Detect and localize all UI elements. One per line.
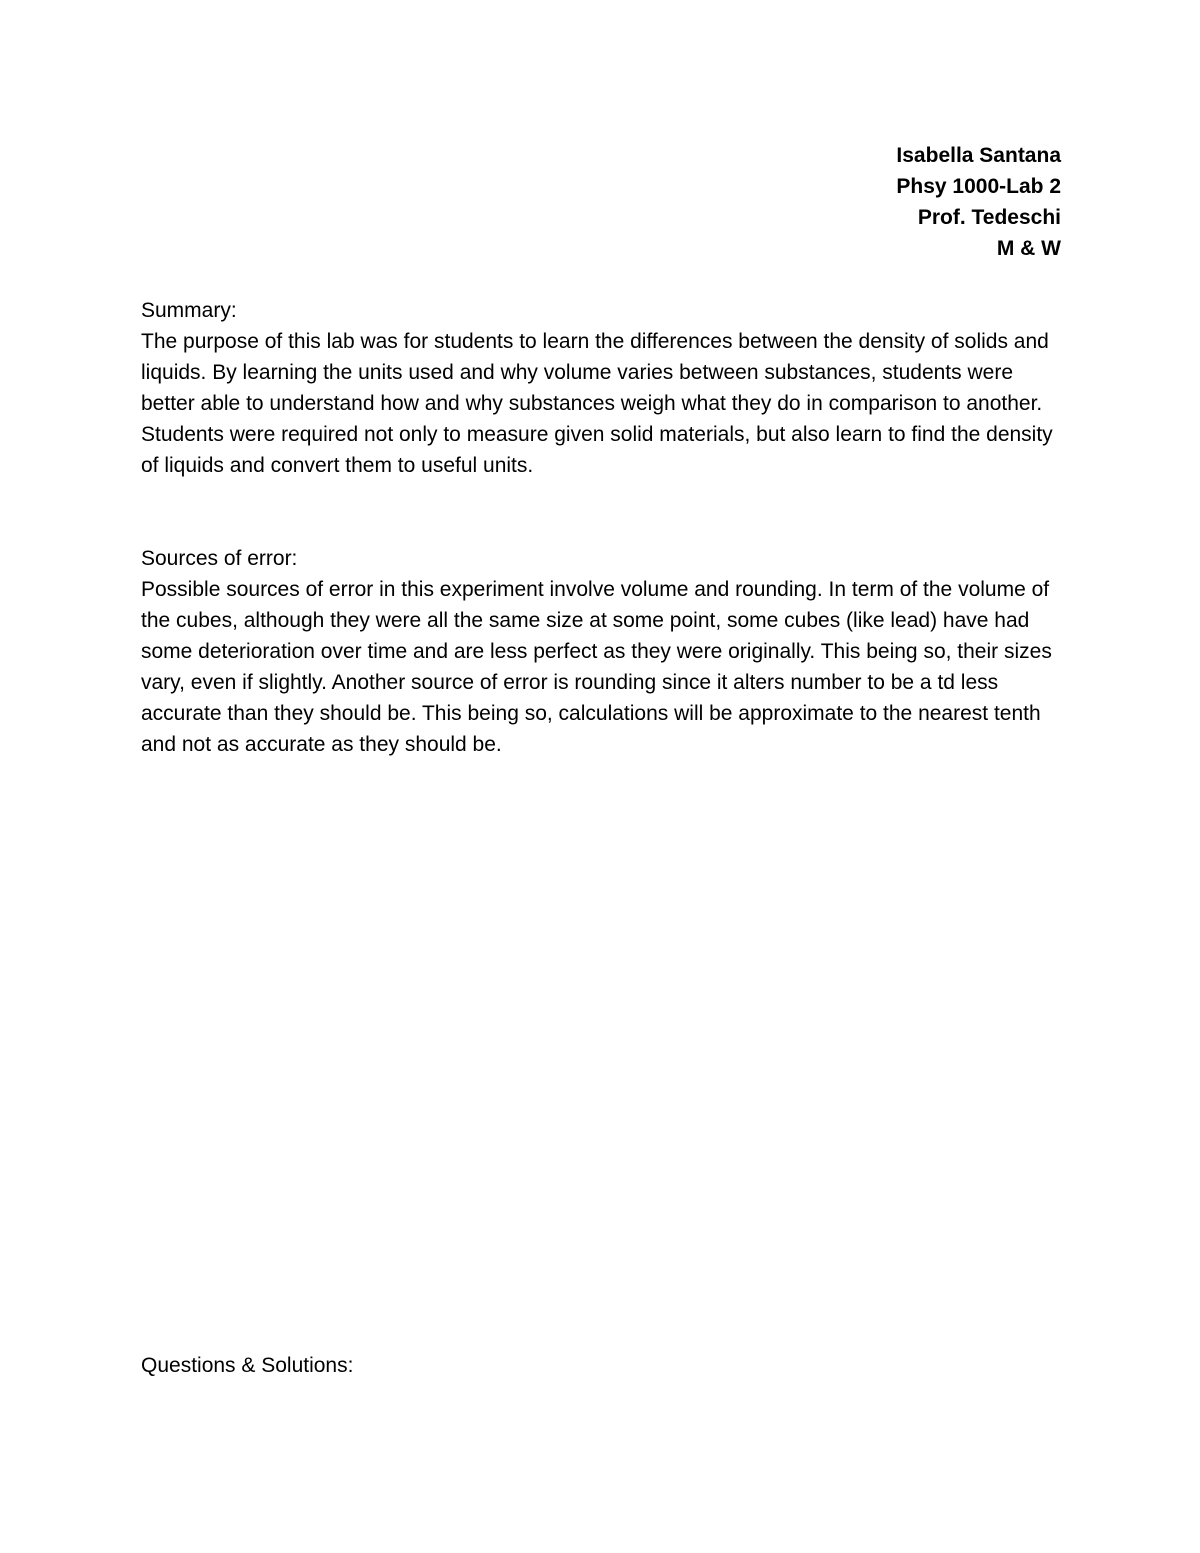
professor-name: Prof. Tedeschi bbox=[917, 206, 1061, 229]
sources-of-error-heading: Sources of error: bbox=[141, 547, 298, 570]
summary-heading: Summary: bbox=[141, 299, 237, 322]
sources-of-error-paragraph: Possible sources of error in this experiment involve volume and rounding. In term of the volume of the cubes, although they were all the same size at some point, some cubes (like lead) have had some deterioration over time and are less perfect as they were originally. This being so, their sizes vary, even if slightly. Another source of error is rounding since it alters number to be a td less accurate than they should be. This being so, calculations will be approximate to the nearest tenth and not as accurate as they should be. bbox=[141, 578, 1052, 756]
course-title: Phsy 1000-Lab 2 bbox=[896, 175, 1061, 198]
sources-of-error-section bbox=[141, 543, 1061, 760]
header-block bbox=[896, 140, 1061, 264]
questions-section bbox=[141, 1350, 1061, 1381]
student-name: Isabella Santana bbox=[896, 144, 1061, 167]
summary-paragraph: The purpose of this lab was for students to learn the differences between the density of solids and liquids. By learning the units used and why volume varies between substances, students were better able to understand how and why substances weigh what they do in comparison to another. Students were required not only to measure given solid materials, but also learn to find the density of liquids and convert them to useful units. bbox=[141, 330, 1053, 477]
summary-section bbox=[141, 295, 1061, 481]
questions-heading: Questions & Solutions: bbox=[141, 1354, 354, 1377]
class-schedule: M & W bbox=[996, 237, 1061, 260]
